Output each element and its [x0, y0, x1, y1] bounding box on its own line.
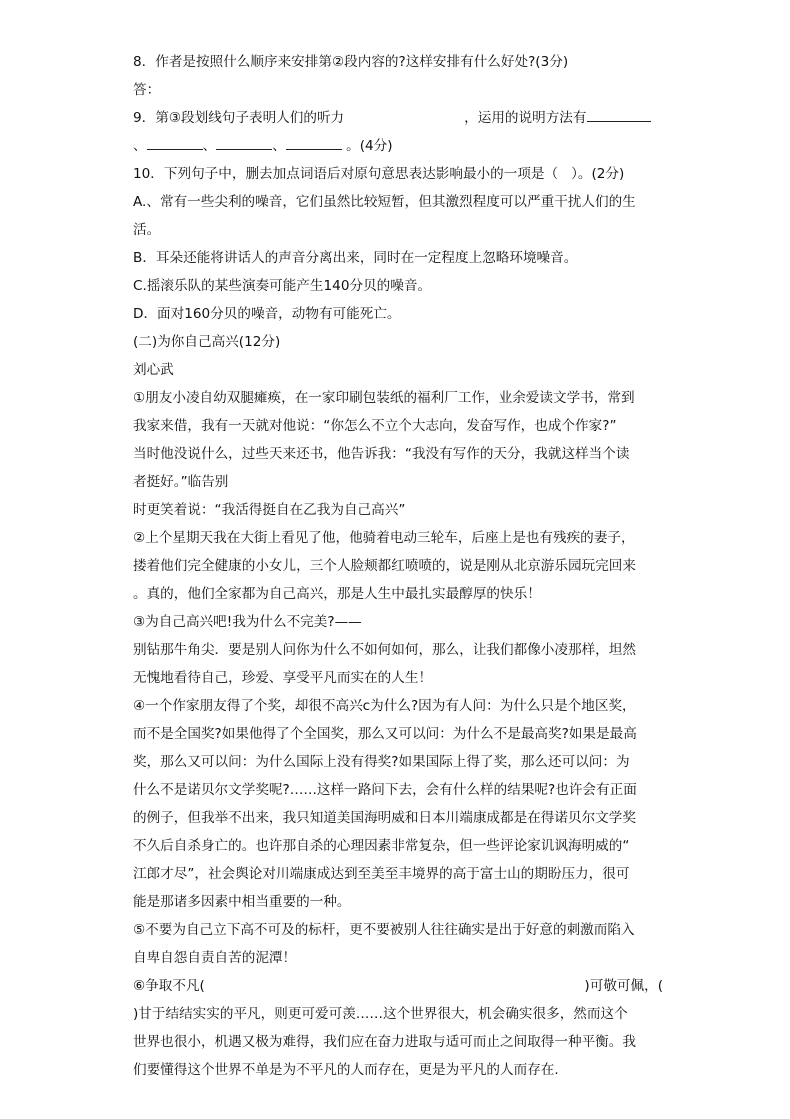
- question-9-line-2: 、 、 、 。(4分): [133, 138, 393, 154]
- question-9-part-2: ，运用的说明方法有: [464, 110, 587, 126]
- article-line: 江郎才尽”，社会舆论对川端康成达到至美至丰境界的高于富士山的期盼压力，很可: [133, 866, 630, 882]
- article-line: 们要懂得这个世界不单是为不平凡的人而存在，更是为平凡的人而存在.: [133, 1062, 559, 1078]
- option-c: C.摇滚乐队的某些演奏可能产生140分贝的噪音。: [133, 278, 432, 294]
- answer-blank[interactable]: [147, 137, 203, 150]
- answer-blank[interactable]: [216, 137, 272, 150]
- article-line: 的例子，但我举不出来，我只知道美国海明威和日本川端康成都是在得诺贝尔文学奖: [133, 810, 636, 826]
- paragraph-6-mid: )可敬可佩，(: [584, 978, 663, 994]
- article-author: 刘心武: [133, 362, 174, 378]
- question-9-part-1: 9．第③段划线句子表明人们的听力: [133, 110, 345, 126]
- article-line: 而不是全国奖?如果他得了个全国奖，那么又可以问：为什么不是最高奖?如果是最高: [133, 726, 637, 742]
- article-line: ⑤不要为自己立下高不可及的标杆，更不要被别人往往确实是出于好意的刺激而陷入: [133, 922, 635, 938]
- article-line: ③为自己高兴吧!我为什么不完美?——: [133, 614, 362, 630]
- option-b: B．耳朵还能将讲话人的声音分离出来，同时在一定程度上忽略环境噪音。: [133, 250, 578, 266]
- article-line: 者挺好。”临告别: [133, 474, 229, 490]
- answer-blank[interactable]: [286, 137, 342, 150]
- article-line: 当时他没说什么，过些天来还书，他告诉我：“我没有写作的天分，我就这样当个读: [133, 446, 630, 462]
- option-a-continued: 活。: [133, 222, 161, 238]
- question-9-line-1: [133, 108, 651, 128]
- article-line: 搂着他们完全健康的小女儿，三个人脸颊都红喷喷的，说是刚从北京游乐园玩完回来: [133, 558, 636, 574]
- option-d: D．面对160分贝的噪音，动物有可能死亡。: [133, 306, 401, 322]
- answer-blank[interactable]: [587, 109, 651, 122]
- paragraph-6-start: ⑥争取不凡(: [133, 978, 205, 994]
- article-line: )甘于结结实实的平凡，则更可爱可羡……这个世界很大，机会确实很多，然而这个: [133, 1006, 628, 1022]
- article-line: 什么不是诺贝尔文学奖呢?……这样一路问下去，会有什么样的结果呢?也许会有正面: [133, 782, 637, 798]
- article-line: 不久后自杀身亡的。也许那自杀的心理因素非常复杂，但一些评论家讥讽海明威的“: [133, 838, 630, 854]
- question-8: 8．作者是按照什么顺序来安排第②段内容的?这样安排有什么好处?(3分): [133, 54, 569, 70]
- article-line: ④一个作家朋友得了个奖，却很不高兴c为什么?因为有人问：为什么只是个地区奖，: [133, 698, 636, 714]
- article-line: 世界也很小，机遇又极为难得，我们应在奋力进取与适可而止之间取得一种平衡。我: [133, 1034, 636, 1050]
- article-line: ①朋友小凌自幼双腿瘫痪，在一家印刷包装纸的福利厂工作，业余爱读文学书，常到: [133, 390, 635, 406]
- option-a: A.、常有一些尖利的噪音，它们虽然比较短暂，但其激烈程度可以严重干扰人们的生: [133, 194, 636, 210]
- article-line: 我家来借，我有一天就对他说：“你怎么不立个大志向，发奋写作，也成个作家?”: [133, 418, 617, 434]
- article-line: ②上个星期天我在大街上看见了他，他骑着电动三轮车，后座上是也有残疾的妻子，: [133, 530, 635, 546]
- article-line: 时更笑着说：“我活得挺自在乙我为自己高兴”: [133, 502, 406, 518]
- article-line: 别钻那牛角尖．要是别人问你为什么不如何如何，那么，让我们都像小凌那样，坦然: [133, 642, 636, 658]
- article-line: 自卑自怨自责自苦的泥潭！: [133, 950, 297, 966]
- section-heading: (二)为你自己高兴(12分): [133, 334, 281, 350]
- article-line: 无愧地看待自己，珍爱、享受平凡而实在的人生！: [133, 670, 433, 686]
- article-line: 。真的，他们全家都为自己高兴，那是人生中最扎实最醇厚的快乐！: [133, 586, 541, 602]
- question-10-stem: 10．下列句子中，删去加点词语后对原句意思表达影响最小的一项是（ ）。(2分): [133, 166, 625, 182]
- article-line: 能是那诸多因素中相当重要的一种。: [133, 894, 351, 910]
- article-line: 奖，那么又可以问：为什么国际上没有得奖?如果国际上得了奖，那么还可以问：为: [133, 754, 630, 770]
- paragraph-6-first-line: [133, 976, 663, 996]
- answer-label: 答：: [133, 82, 161, 98]
